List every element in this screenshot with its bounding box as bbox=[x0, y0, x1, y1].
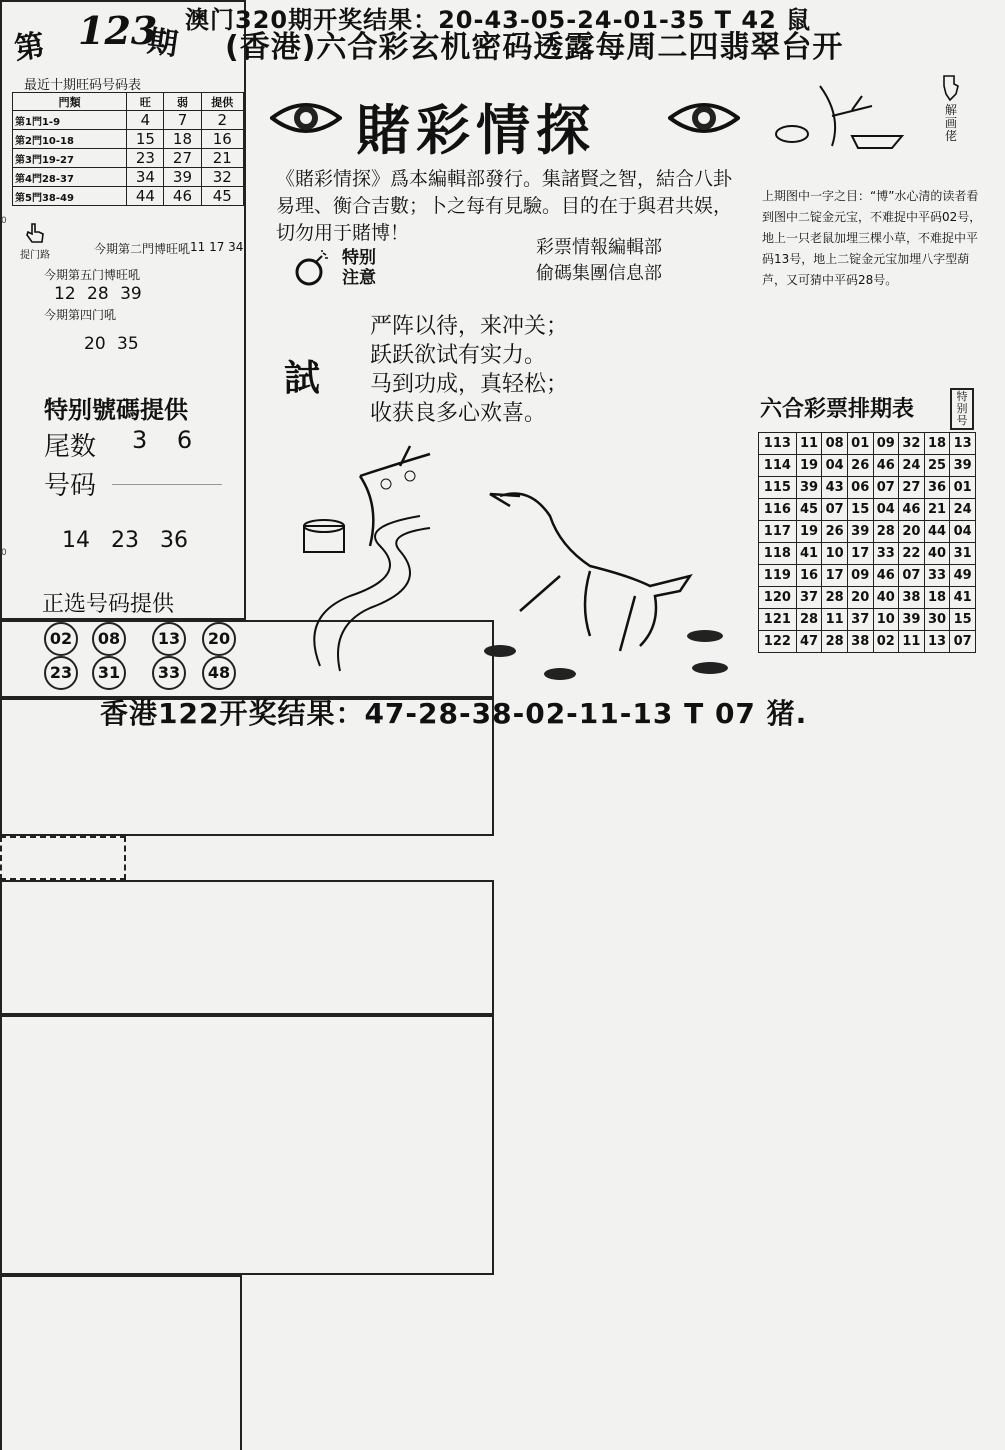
recommend-number: 08 bbox=[92, 622, 126, 656]
recommend-number: 33 bbox=[152, 656, 186, 690]
logo-title: 賭彩情探 bbox=[356, 98, 596, 162]
schedule-number: 25 bbox=[924, 455, 950, 477]
row-label: 第5門38-49 bbox=[13, 187, 127, 206]
schedule-number: 44 bbox=[924, 521, 950, 543]
schedule-row bbox=[759, 543, 976, 565]
schedule-row bbox=[759, 631, 976, 653]
row-label: 第1門1-9 bbox=[13, 111, 127, 130]
schedule-number: 39 bbox=[847, 521, 873, 543]
schedule-issue: 120 bbox=[759, 587, 797, 609]
gate-table bbox=[12, 92, 244, 206]
editorial-line: 彩票情報編輯部 bbox=[536, 237, 662, 258]
schedule-number: 11 bbox=[899, 631, 925, 653]
schedule-number: 22 bbox=[899, 543, 925, 565]
schedule-number: 31 bbox=[950, 543, 976, 565]
recommend-title: 正选号码提供 bbox=[42, 592, 175, 617]
schedule-number: 27 bbox=[899, 477, 925, 499]
schedule-title: 六合彩票排期表 bbox=[760, 397, 915, 422]
table-cell: 16 bbox=[201, 130, 243, 149]
table-cell: 7 bbox=[164, 111, 201, 130]
tail-label: 尾数 bbox=[44, 432, 97, 462]
horse-illustration bbox=[260, 436, 750, 692]
schedule-number: 11 bbox=[796, 433, 822, 455]
hand-pointer-icon bbox=[938, 74, 962, 102]
schedule-number: 41 bbox=[796, 543, 822, 565]
table-header-cell: 旺 bbox=[127, 93, 164, 111]
schedule-row bbox=[759, 477, 976, 499]
schedule-number: 11 bbox=[822, 609, 848, 631]
schedule-number: 40 bbox=[873, 587, 899, 609]
poem-line: 跃跃欲试有实力。 bbox=[370, 343, 547, 368]
schedule-row bbox=[759, 499, 976, 521]
bomb-icon bbox=[292, 250, 330, 288]
second-gate-label: 今期第二門博旺吼 bbox=[94, 242, 191, 256]
schedule-number: 13 bbox=[950, 433, 976, 455]
schedule-number: 30 bbox=[924, 609, 950, 631]
schedule-number: 20 bbox=[847, 587, 873, 609]
schedule-number: 46 bbox=[873, 455, 899, 477]
table-header-cell: 弱 bbox=[164, 93, 201, 111]
schedule-number: 38 bbox=[847, 631, 873, 653]
table-row bbox=[13, 168, 244, 187]
issue-suffix: 期 bbox=[145, 24, 180, 63]
schedule-issue: 113 bbox=[759, 433, 797, 455]
schedule-issue: 116 bbox=[759, 499, 797, 521]
recommend-number: 20 bbox=[202, 622, 236, 656]
riddle-box bbox=[0, 1275, 242, 1450]
recommend-number: 23 bbox=[44, 656, 78, 690]
schedule-number: 18 bbox=[924, 433, 950, 455]
row-label: 第2門10-18 bbox=[13, 130, 127, 149]
riddle-text: 上期图中一字之目：“博”水心清的读者看到图中二锭金元宝，不难捉中平码02号，地上一只老鼠加埋三棵小草，不难捉中平码13号，地上二锭金元宝加埋八字型葫芦，又可猜中平码28号。 bbox=[762, 189, 982, 287]
schedule-number: 33 bbox=[924, 565, 950, 587]
eye-icon bbox=[270, 96, 342, 140]
schedule-number: 07 bbox=[950, 631, 976, 653]
schedule-number: 08 bbox=[822, 433, 848, 455]
schedule-number: 26 bbox=[822, 521, 848, 543]
table-cell: 15 bbox=[127, 130, 164, 149]
table-row bbox=[13, 130, 244, 149]
schedule-number: 45 bbox=[796, 499, 822, 521]
schedule-number: 18 bbox=[924, 587, 950, 609]
table-header-cell: 門類 bbox=[13, 93, 127, 111]
schedule-number: 20 bbox=[899, 521, 925, 543]
schedule-issue: 117 bbox=[759, 521, 797, 543]
illustration-box bbox=[0, 1015, 494, 1275]
table-cell: 23 bbox=[127, 149, 164, 168]
schedule-number: 10 bbox=[873, 609, 899, 631]
schedule-number: 32 bbox=[899, 433, 925, 455]
hint-label: 提门路 bbox=[20, 250, 50, 261]
schedule-number: 04 bbox=[822, 455, 848, 477]
schedule-number: 16 bbox=[796, 565, 822, 587]
schedule-number: 15 bbox=[847, 499, 873, 521]
schedule-number: 01 bbox=[950, 477, 976, 499]
table-header-row bbox=[13, 93, 244, 111]
schedule-row bbox=[759, 609, 976, 631]
fifth-gate-values: 12 28 39 bbox=[54, 284, 142, 304]
schedule-issue: 121 bbox=[759, 609, 797, 631]
poem-char: 試 bbox=[284, 357, 321, 399]
schedule-row bbox=[759, 455, 976, 477]
table-cell: 4 bbox=[127, 111, 164, 130]
schedule-number: 28 bbox=[796, 609, 822, 631]
code-label: 号码 bbox=[44, 471, 97, 501]
second-gate-values: 11 17 34 bbox=[190, 240, 244, 254]
schedule-issue: 122 bbox=[759, 631, 797, 653]
table-row bbox=[13, 111, 244, 130]
schedule-number: 17 bbox=[847, 543, 873, 565]
schedule-number: 38 bbox=[899, 587, 925, 609]
schedule-number: 28 bbox=[873, 521, 899, 543]
notice-badge bbox=[0, 836, 126, 880]
intro-text: 《賭彩情探》爲本編輯部發行。集諸賢之智，結合八卦易理、衡合吉數；卜之每有見驗。目的在于與君共娱，切勿用于賭博！ bbox=[276, 168, 733, 244]
issue-number: 123 bbox=[78, 8, 158, 53]
schedule-table bbox=[758, 432, 976, 653]
schedule-number: 21 bbox=[924, 499, 950, 521]
schedule-number: 09 bbox=[873, 433, 899, 455]
schedule-number: 07 bbox=[899, 565, 925, 587]
schedule-number: 04 bbox=[873, 499, 899, 521]
schedule-number: 41 bbox=[950, 587, 976, 609]
code-underline bbox=[112, 484, 222, 485]
schedule-number: 24 bbox=[899, 455, 925, 477]
row-label: 第4門28-37 bbox=[13, 168, 127, 187]
table-row bbox=[13, 187, 244, 206]
schedule-number: 39 bbox=[950, 455, 976, 477]
schedule-number: 01 bbox=[847, 433, 873, 455]
schedule-number: 06 bbox=[847, 477, 873, 499]
margin-mark: 0 bbox=[1, 548, 7, 558]
schedule-number: 43 bbox=[822, 477, 848, 499]
schedule-number: 19 bbox=[796, 521, 822, 543]
schedule-number: 07 bbox=[873, 477, 899, 499]
recommend-number: 13 bbox=[152, 622, 186, 656]
schedule-row bbox=[759, 587, 976, 609]
editorial-credits bbox=[536, 235, 662, 287]
schedule-number: 13 bbox=[924, 631, 950, 653]
schedule-number: 02 bbox=[873, 631, 899, 653]
schedule-issue: 118 bbox=[759, 543, 797, 565]
schedule-number: 40 bbox=[924, 543, 950, 565]
schedule-number: 09 bbox=[847, 565, 873, 587]
schedule-number: 33 bbox=[873, 543, 899, 565]
table-cell: 21 bbox=[201, 149, 243, 168]
schedule-number: 26 bbox=[847, 455, 873, 477]
schedule-issue: 114 bbox=[759, 455, 797, 477]
poem-lines bbox=[370, 312, 568, 428]
fourth-gate-label: 今期第四门吼 bbox=[44, 308, 117, 322]
schedule-number: 19 bbox=[796, 455, 822, 477]
table-cell: 45 bbox=[201, 187, 243, 206]
schedule-number: 17 bbox=[822, 565, 848, 587]
table-cell: 39 bbox=[164, 168, 201, 187]
recommend-number: 48 bbox=[202, 656, 236, 690]
schedule-number: 37 bbox=[847, 609, 873, 631]
tree-illustration bbox=[762, 76, 912, 156]
tail-values: 3 6 bbox=[132, 426, 193, 454]
table-row bbox=[13, 149, 244, 168]
fourth-gate-values: 20 35 bbox=[84, 334, 139, 354]
notice-line: 注意 bbox=[342, 268, 376, 288]
recommend-number: 31 bbox=[92, 656, 126, 690]
schedule-body bbox=[759, 433, 976, 653]
schedule-number: 39 bbox=[796, 477, 822, 499]
fifth-gate-label: 今期第五门博旺吼 bbox=[44, 268, 141, 282]
schedule-number: 07 bbox=[822, 499, 848, 521]
schedule-number: 28 bbox=[822, 587, 848, 609]
editorial-line: 偷碼集團信息部 bbox=[536, 263, 662, 284]
poem-box bbox=[0, 880, 494, 1015]
schedule-tag: 特别号 bbox=[950, 388, 974, 430]
schedule-number: 10 bbox=[822, 543, 848, 565]
table-cell: 2 bbox=[201, 111, 243, 130]
bottom-result: 香港122开奖结果：47-28-38-02-11-13 T 07 猪. bbox=[100, 697, 808, 730]
schedule-issue: 115 bbox=[759, 477, 797, 499]
table-cell: 32 bbox=[201, 168, 243, 187]
top-result: 澳门320期开奖结果：20-43-05-24-01-35 T 42 鼠 bbox=[185, 6, 812, 34]
poem-line: 收获良多心欢喜。 bbox=[370, 401, 547, 426]
special-numbers: 14 23 36 bbox=[62, 528, 188, 553]
schedule-number: 37 bbox=[796, 587, 822, 609]
issue-prefix: 第 bbox=[12, 28, 47, 67]
eye-icon bbox=[668, 96, 740, 140]
schedule-number: 47 bbox=[796, 631, 822, 653]
schedule-row bbox=[759, 565, 976, 587]
riddle-side-label: 解画佬 bbox=[944, 103, 957, 143]
schedule-number: 24 bbox=[950, 499, 976, 521]
schedule-number: 46 bbox=[873, 565, 899, 587]
table-cell: 34 bbox=[127, 168, 164, 187]
hand-pointer-icon bbox=[24, 222, 46, 246]
table-cell: 18 bbox=[164, 130, 201, 149]
poem-line: 马到功成，真轻松； bbox=[370, 372, 569, 397]
notice-text bbox=[342, 248, 376, 288]
schedule-number: 28 bbox=[822, 631, 848, 653]
schedule-row bbox=[759, 433, 976, 455]
schedule-issue: 119 bbox=[759, 565, 797, 587]
schedule-number: 15 bbox=[950, 609, 976, 631]
notice-line: 特别 bbox=[342, 248, 376, 268]
schedule-number: 39 bbox=[899, 609, 925, 631]
special-numbers-title: 特别號碼提供 bbox=[44, 396, 188, 424]
recommend-number: 02 bbox=[44, 622, 78, 656]
row-label: 第3門19-27 bbox=[13, 149, 127, 168]
margin-mark: 0 bbox=[1, 216, 7, 226]
poem-line: 严阵以待，来冲关； bbox=[370, 314, 569, 339]
schedule-row bbox=[759, 521, 976, 543]
headline: (香港)六合彩玄机密码透露每周二四翡翠台开 bbox=[225, 30, 844, 65]
schedule-number: 36 bbox=[924, 477, 950, 499]
table-cell: 27 bbox=[164, 149, 201, 168]
table-cell: 44 bbox=[127, 187, 164, 206]
table-title: 最近十期旺码号码表 bbox=[24, 78, 142, 93]
schedule-number: 04 bbox=[950, 521, 976, 543]
schedule-number: 46 bbox=[899, 499, 925, 521]
table-cell: 46 bbox=[164, 187, 201, 206]
table-header-cell: 提供 bbox=[201, 93, 243, 111]
schedule-number: 49 bbox=[950, 565, 976, 587]
